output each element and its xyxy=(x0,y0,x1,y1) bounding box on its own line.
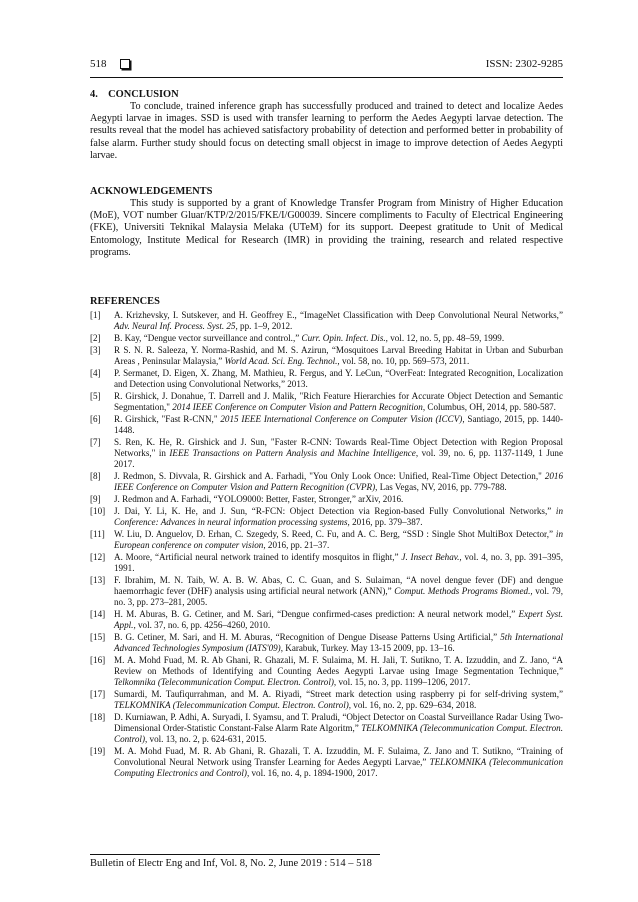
page-footer: Bulletin of Electr Eng and Inf, Vol. 8, No. 2, June 2019 : 514 – 518 xyxy=(90,858,372,869)
reference-item xyxy=(90,437,563,470)
reference-text: F. Ibrahim, M. N. Taib, W. A. B. W. Abas, C. C. Guan, and S. Sulaiman, “A novel dengue fever (DF) and dengue haemorrhagic fever (DHF) analysis using artificial neural network (ANN),” xyxy=(114,575,563,596)
reference-item xyxy=(90,552,563,574)
references-heading: REFERENCES xyxy=(90,296,160,307)
reference-details: , vol. 13, no. 2, p. 624-631, 2015. xyxy=(145,734,267,744)
reference-label: [17] xyxy=(90,689,106,699)
header-divider xyxy=(90,77,563,78)
reference-source: Adv. Neural Inf. Process. Syst. 25 xyxy=(114,321,236,331)
reference-item xyxy=(90,414,563,436)
reference-source: TELKOMNIKA (Telecommunication Comput. Electron. Control), xyxy=(114,700,352,710)
reference-label: [19] xyxy=(90,746,106,756)
reference-label: [13] xyxy=(90,575,106,585)
reference-source: 2016 IEEE Conference on Computer Vision and Pattern Recognition (CVPR) xyxy=(114,471,563,492)
page-header xyxy=(90,58,563,76)
reference-item xyxy=(90,746,563,779)
reference-source: Curr. Opin. Infect. Dis., xyxy=(301,333,388,343)
reference-details: , Santiago, 2015, pp. 1440-1448. xyxy=(114,414,563,435)
reference-label: [11] xyxy=(90,529,105,539)
reference-label: [9] xyxy=(90,494,101,504)
reference-source: in Conference: Advances in neural information processing systems, xyxy=(114,506,563,527)
reference-details: , vol. 39, no. 6, pp. 1137-1149, 1 June 2017. xyxy=(114,448,563,469)
reference-details: 2016, pp. 379–387. xyxy=(349,517,423,527)
reference-source: J. Insect Behav., xyxy=(401,552,462,562)
reference-label: [5] xyxy=(90,391,101,401)
reference-item xyxy=(90,689,563,711)
reference-text: H. M. Aburas, B. G. Cetiner, and M. Sari, “Dengue confirmed-cases prediction: A neural network model,” xyxy=(114,609,519,619)
reference-text: D. Kurniawan, P. Adhi, A. Suryadi, I. Syamsu, and T. Praludi, “Object Detector on Coastal Surveillance Radar Using Two-Dimensional Order-Statistic Constant-False Alarm Rate Algoritm,” xyxy=(114,712,563,733)
reference-text: J. Dai, Y. Li, K. He, and J. Sun, “R-FCN: Object Detection via Region-based Fully Convolutional Networks,” xyxy=(114,506,556,516)
reference-source: in European conference on computer vision xyxy=(114,529,563,550)
reference-text: J. Redmon and A. Farhadi, “YOLO9000: Better, Faster, Stronger,” arXiv, 2016. xyxy=(114,494,404,504)
reference-source: 2015 IEEE International Conference on Computer Vision (ICCV) xyxy=(220,414,463,424)
reference-details: vol. 16, no. 2, pp. 629–634, 2018. xyxy=(351,700,477,710)
reference-label: [10] xyxy=(90,506,106,516)
reference-source: World Acad. Sci. Eng. Technol., xyxy=(224,356,340,366)
reference-source: TELKOMNIKA (Telecommunication Comput. Electron. Control) xyxy=(114,723,563,744)
reference-text: R. Girshick, J. Donahue, T. Darrell and J. Malik, "Rich Feature Hierarchies for Accurate Object Detection and Semantic Segmentation," xyxy=(114,391,563,412)
reference-item xyxy=(90,632,563,654)
reference-text: R S. N. R. Saleeza, Y. Norma-Rashid, and M. S. Azirun, “Mosquitoes Larval Breeding Habitat in Urban and Suburban Areas , Peninsular Malaysia,” xyxy=(114,345,563,366)
reference-text: P. Sermanet, D. Eigen, X. Zhang, M. Mathieu, R. Fergus, and Y. LeCun, “OverFeat: Integrated Recognition, Localization and Detection using Convolutional Networks,” 2013. xyxy=(114,368,563,389)
reference-item xyxy=(90,391,563,413)
reference-text: S. Ren, K. He, R. Girshick and J. Sun, "Faster R-CNN: Towards Real-Time Object Detection with Region Proposal Networks," in xyxy=(114,437,563,458)
reference-text: A. Moore, “Artificial neural network trained to identify mosquitos in flight,” xyxy=(114,552,402,562)
reference-details: , pp. 1–9, 2012. xyxy=(235,321,293,331)
reference-source: Telkomnika (Telecommunication Comput. Electron. Control) xyxy=(114,677,334,687)
page-number: 518 xyxy=(90,58,107,70)
references-section xyxy=(90,295,563,780)
reference-label: [12] xyxy=(90,552,106,562)
issn-label: ISSN: 2302-9285 xyxy=(485,58,563,70)
reference-item xyxy=(90,506,563,528)
reference-text: Sumardi, M. Taufiqurrahman, and M. A. Riyadi, “Street mark detection using raspberry pi for self-driving system,” xyxy=(114,689,563,699)
reference-source: IEEE Transactions on Pattern Analysis and Machine Intelligence xyxy=(169,448,416,458)
reference-label: [16] xyxy=(90,655,106,665)
reference-label: [18] xyxy=(90,712,106,722)
reference-details: vol. 58, no. 10, pp. 569–573, 2011. xyxy=(339,356,470,366)
reference-text: B. G. Cetiner, M. Sari, and H. M. Aburas, “Recognition of Dengue Disease Patterns Using Artificial,” xyxy=(114,632,501,642)
reference-details: vol. 37, no. 6, pp. 4256–4260, 2010. xyxy=(135,620,271,630)
reference-text: A. Krizhevsky, I. Sutskever, and H. Geoffrey E., “ImageNet Classification with Deep Convolutional Neural Networks,” xyxy=(114,310,563,320)
reference-details: , Columbus, OH, 2014, pp. 580-587. xyxy=(422,402,556,412)
reference-label: [3] xyxy=(90,345,101,355)
conclusion-heading: 4. CONCLUSION xyxy=(90,89,179,100)
reference-item xyxy=(90,368,563,390)
reference-item xyxy=(90,655,563,688)
header-box-icon xyxy=(120,59,130,69)
reference-text: R. Girshick, "Fast R-CNN," xyxy=(114,414,221,424)
reference-item xyxy=(90,529,563,551)
reference-text: M. A. Mohd Fuad, M. R. Ab Ghani, R. Ghazali, T. A. Izzuddin, M. F. Sulaima, Z. Jano and T. Sutikno, “Training of Convolutional Neural Network using Transfer Learning for Aedes Aegypti Larvae,” xyxy=(114,746,563,767)
reference-item xyxy=(90,575,563,608)
reference-item xyxy=(90,609,563,631)
reference-details: vol. 4, no. 3, pp. 391–395, 1991. xyxy=(114,552,563,573)
reference-item xyxy=(90,333,563,344)
reference-label: [8] xyxy=(90,471,101,481)
footer-divider xyxy=(90,854,380,855)
reference-label: [7] xyxy=(90,437,101,447)
acknowledgements-text: This study is supported by a grant of Knowledge Transfer Program from Ministry of Higher Education (MoE), VOT number Gluar/KTP/2/2015/FKE/I/G00039. Sincere compliments to Faculty of Electrical Engineering (FKE), Universiti Teknikal Malaysia Melaka (UTeM) for its support. Deepest gratitude to Unit of Medical Entomology, Institute Medical for Research (IMR) in providing the training, research and related respective programs. xyxy=(90,198,563,258)
conclusion-section xyxy=(90,88,563,162)
reference-list xyxy=(90,310,563,779)
reference-item xyxy=(90,471,563,493)
reference-details: vol. 12, no. 5, pp. 48–59, 1999. xyxy=(387,333,505,343)
reference-item xyxy=(90,345,563,367)
reference-text: W. Liu, D. Anguelov, D. Erhan, C. Szegedy, S. Reed, C. Fu, and A. C. Berg, “SSD : Single Shot MultiBox Detector,” xyxy=(114,529,556,539)
reference-label: [1] xyxy=(90,310,101,320)
reference-details: , 2016, pp. 21–37. xyxy=(263,540,330,550)
reference-item xyxy=(90,712,563,745)
reference-label: [2] xyxy=(90,333,101,343)
reference-source: Expert Syst. Appl., xyxy=(114,609,563,630)
reference-text: J. Redmon, S. Divvala, R. Girshick and A. Farhadi, "You Only Look Once: Unified, Real-Time Object Detection," xyxy=(114,471,545,481)
reference-text: M. A. Mohd Fuad, M. R. Ab Ghani, R. Ghazali, M. F. Sulaima, M. H. Jali, T. Sutikno, T. A. Izzuddin, and Z. Jano, “A Review on Methods of Identifying and Counting Aedes Aegypti Larvae using Image Segmentation Technique,” xyxy=(114,655,563,676)
reference-item xyxy=(90,494,563,505)
acknowledgements-heading: ACKNOWLEDGEMENTS xyxy=(90,186,213,197)
reference-label: [14] xyxy=(90,609,106,619)
reference-source: 5th International Advanced Technologies Symposium (IATS'09) xyxy=(114,632,563,653)
acknowledgements-section xyxy=(90,185,563,259)
reference-label: [4] xyxy=(90,368,101,378)
reference-details: , Karabuk, Turkey. May 13-15 2009, pp. 13–16. xyxy=(280,643,455,653)
reference-source: TELKOMNIKA (Telecommunication Computing Electronics and Control), xyxy=(114,757,564,778)
reference-details: , vol. 15, no. 3, pp. 1199–1206, 2017. xyxy=(333,677,471,687)
reference-source: Comput. Methods Programs Biomed., xyxy=(394,586,533,596)
reference-details: , Las Vegas, NV, 2016, pp. 779-788. xyxy=(375,482,507,492)
reference-label: [15] xyxy=(90,632,106,642)
reference-source: 2014 IEEE Conference on Computer Vision and Pattern Recognition xyxy=(172,402,423,412)
reference-text: B. Kay, “Dengue vector surveillance and control.,” xyxy=(114,333,302,343)
reference-details: vol. 16, no. 4, p. 1894-1900, 2017. xyxy=(249,768,378,778)
conclusion-text: To conclude, trained inference graph has successfully produced and trained to detect and localize Aedes Aegypti larvae in images. SSD is used with transfer learning to perform the Aedes Aegypti larvae detection. The results reveal that the model has achieved satisfactory probability of detection and performed better in probability of false alarm. Further study should focus on detecting small objecst in image to improve detection of Aedes Aegypti larvae. xyxy=(90,101,563,161)
reference-item xyxy=(90,310,563,332)
reference-details: vol. 79, no. 3, pp. 273–281, 2005. xyxy=(114,586,563,607)
reference-label: [6] xyxy=(90,414,101,424)
